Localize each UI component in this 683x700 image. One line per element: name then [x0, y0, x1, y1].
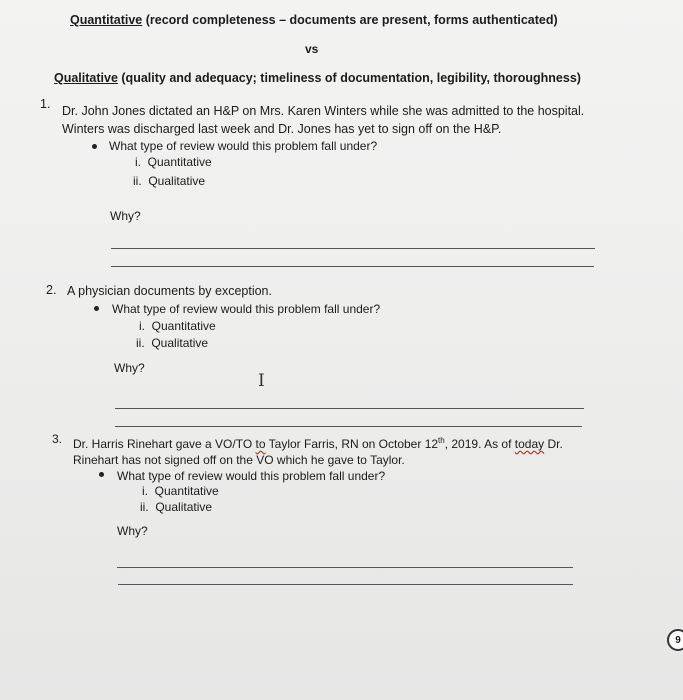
option-label: Quantitative	[154, 484, 219, 498]
header-line-qualitative	[54, 71, 581, 85]
option-marker: ii.	[136, 336, 145, 350]
quantitative-term: Quantitative	[70, 13, 143, 27]
question-1-why-label: Why?	[110, 209, 141, 223]
question-2-number: 2.	[46, 283, 57, 297]
question-3-answer-line-1[interactable]	[117, 567, 573, 568]
vs-label: vs	[305, 42, 319, 56]
text-segment: Dr.	[544, 437, 563, 451]
option-label: Quantitative	[147, 155, 212, 169]
option-label: Qualitative	[148, 174, 206, 188]
question-2-why-label: Why?	[114, 361, 145, 375]
question-3-prompt: What type of review would this problem fall under?	[117, 469, 386, 483]
question-2-option-2[interactable]	[136, 336, 208, 350]
question-3-text-line-1	[73, 436, 563, 451]
question-1-prompt: What type of review would this problem fall under?	[109, 139, 378, 153]
question-1-number: 1.	[40, 97, 51, 111]
option-marker: i.	[135, 155, 141, 169]
question-1-answer-line-1[interactable]	[111, 248, 595, 249]
qualitative-term: Qualitative	[54, 71, 118, 85]
qualitative-definition: (quality and adequacy; timeliness of documentation, legibility, thoroughness)	[117, 71, 581, 85]
superscript: th	[438, 436, 445, 445]
question-1-text-line-1: Dr. John Jones dictated an H&P on Mrs. Karen Winters while she was admitted to the hospital.	[62, 104, 585, 118]
text-cursor-icon: I	[258, 371, 265, 391]
option-label: Quantitative	[151, 319, 216, 333]
text-segment: to	[255, 437, 266, 451]
question-3-option-2[interactable]	[140, 500, 212, 514]
question-2-option-1[interactable]	[139, 319, 216, 333]
question-2-answer-line-1[interactable]	[115, 408, 584, 409]
question-2-prompt: What type of review would this problem fall under?	[112, 302, 381, 316]
option-marker: i.	[142, 484, 148, 498]
question-1-text-line-2: Winters was discharged last week and Dr. Jones has yet to sign off on the H&P.	[62, 122, 502, 136]
option-label: Qualitative	[155, 500, 213, 514]
question-3-text-line-2: Rinehart has not signed off on the VO which he gave to Taylor.	[73, 453, 405, 467]
question-1-answer-line-2[interactable]	[111, 266, 594, 267]
bullet-icon	[99, 472, 104, 477]
option-marker: ii.	[133, 174, 142, 188]
text-segment: today	[514, 437, 545, 451]
question-3-why-label: Why?	[117, 524, 148, 538]
question-2-answer-line-2[interactable]	[115, 426, 582, 427]
bullet-icon	[92, 144, 97, 149]
quantitative-definition: (record completeness – documents are present, forms authenticated)	[142, 13, 558, 27]
option-label: Qualitative	[151, 336, 209, 350]
text-segment: , 2019. As of	[444, 437, 515, 451]
question-1-option-2[interactable]	[133, 174, 205, 188]
question-3-option-1[interactable]	[142, 484, 219, 498]
page-number-badge: 9	[667, 629, 683, 651]
option-marker: i.	[139, 319, 145, 333]
header-line-quantitative	[70, 13, 558, 27]
question-3-answer-line-2[interactable]	[118, 584, 573, 585]
text-segment: Dr. Harris Rinehart gave a VO/TO	[73, 437, 256, 451]
option-marker: ii.	[140, 500, 149, 514]
question-2-text-line-1: A physician documents by exception.	[67, 284, 272, 298]
question-3-number: 3.	[52, 432, 63, 446]
bullet-icon	[94, 306, 99, 311]
question-1-option-1[interactable]	[135, 155, 212, 169]
text-segment: Taylor Farris, RN on October 12	[265, 437, 439, 451]
